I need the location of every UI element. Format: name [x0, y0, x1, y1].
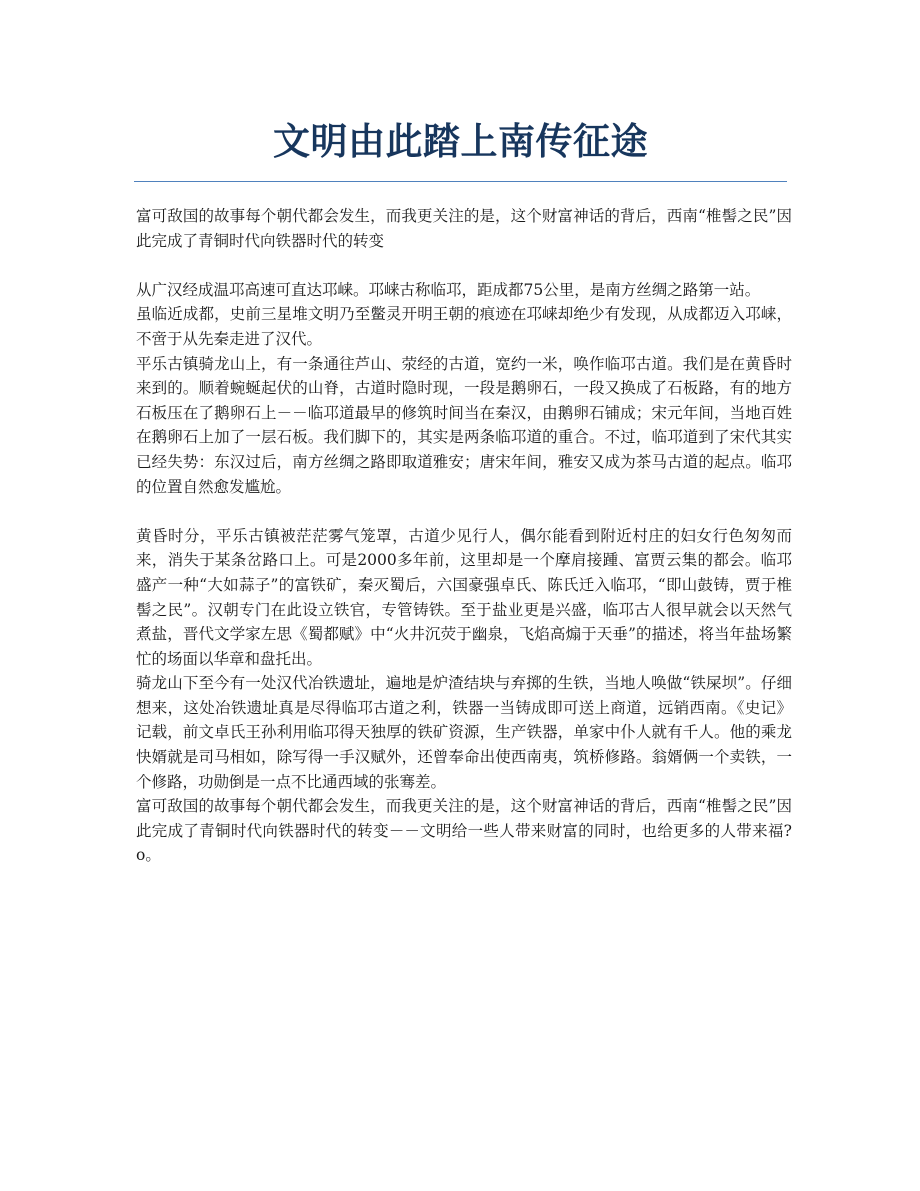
paragraph-intro: 富可敌国的故事每个朝代都会发生，而我更关注的是，这个财富神话的背后，西南“椎髻之民”因此完成了青铜时代向铁器时代的转变 — [136, 207, 792, 250]
paragraph-dusk: 黄昏时分，平乐古镇被茫茫雾气笼罩，古道少见行人，偶尔能看到附近村庄的妇女行色匆匆而来，消失于某条岔路口上。可是2000多年前，这里却是一个摩肩接踵、富贾云集的都会。临邛盛产一种“大如蒜子”的富铁矿，秦灭蜀后，六国豪强卓氏、陈氏迁入临邛，“即山鼓铸，贾于椎髻之民”。汉朝专门在此设立铁官，专管铸铁。至于盐业更是兴盛，临邛古人很早就会以天然气煮盐，晋代文学家左思《蜀都赋》中“火井沉荧于幽泉，飞焰高煽于天垂”的描述，将当年盐场繁忙的场面以华章和盘托出。 — [136, 526, 792, 668]
title-divider — [134, 181, 787, 182]
paragraph-history: 虽临近成都，史前三星堆文明乃至鳖灵开明王朝的痕迹在邛崃却绝少有发现，从成都迈入邛崃，不啻于从先秦走进了汉代。 — [136, 305, 792, 348]
page-title: 文明由此踏上南传征途 — [273, 120, 648, 163]
paragraph-ancient-road: 平乐古镇骑龙山上，有一条通往芦山、荥经的古道，宽约一米，唤作临邛古道。我们是在黄昏时来到的。顺着蜿蜒起伏的山脊，古道时隐时现，一段是鹅卵石，一段又换成了石板路，有的地方石板压在了鹅卵石上－－临邛道最早的修筑时间当在秦汉，由鹅卵石铺成；宋元年间，当地百姓在鹅卵石上加了一层石板。我们脚下的，其实是两条临邛道的重合。不过，临邛道到了宋代其实已经失势：东汉过后，南方丝绸之路即取道雅安；唐宋年间，雅安又成为茶马古道的起点。临邛的位置自然愈发尴尬。 — [136, 354, 792, 496]
paragraph-route: 从广汉经成温邛高速可直达邛崃。邛崃古称临邛，距成都75公里，是南方丝绸之路第一站。 — [136, 280, 761, 299]
paragraph-iron-site: 骑龙山下至今有一处汉代冶铁遗址，遍地是炉渣结块与弃掷的生铁，当地人唤做“铁屎坝”。仔细想来，这处冶铁遗址真是尽得临邛古道之利，铁器一当铸成即可送上商道，远销西南。《史记》记载，前文卓氏王孙利用临邛得天独厚的铁矿资源，生产铁器，单家中仆人就有千人。他的乘龙快婿就是司马相如，除写得一手汉赋外，还曾奉命出使西南夷，筑桥修路。翁婿俩一个卖铁，一个修路，功勋倒是一点不比通西域的张骞差。 — [136, 674, 792, 791]
paragraph-conclusion: 富可敌国的故事每个朝代都会发生，而我更关注的是，这个财富神话的背后，西南“椎髻之民”因此完成了青铜时代向铁器时代的转变－－文明给一些人带来财富的同时，也给更多的人带来福?o。 — [136, 797, 792, 865]
article-body — [136, 204, 792, 868]
